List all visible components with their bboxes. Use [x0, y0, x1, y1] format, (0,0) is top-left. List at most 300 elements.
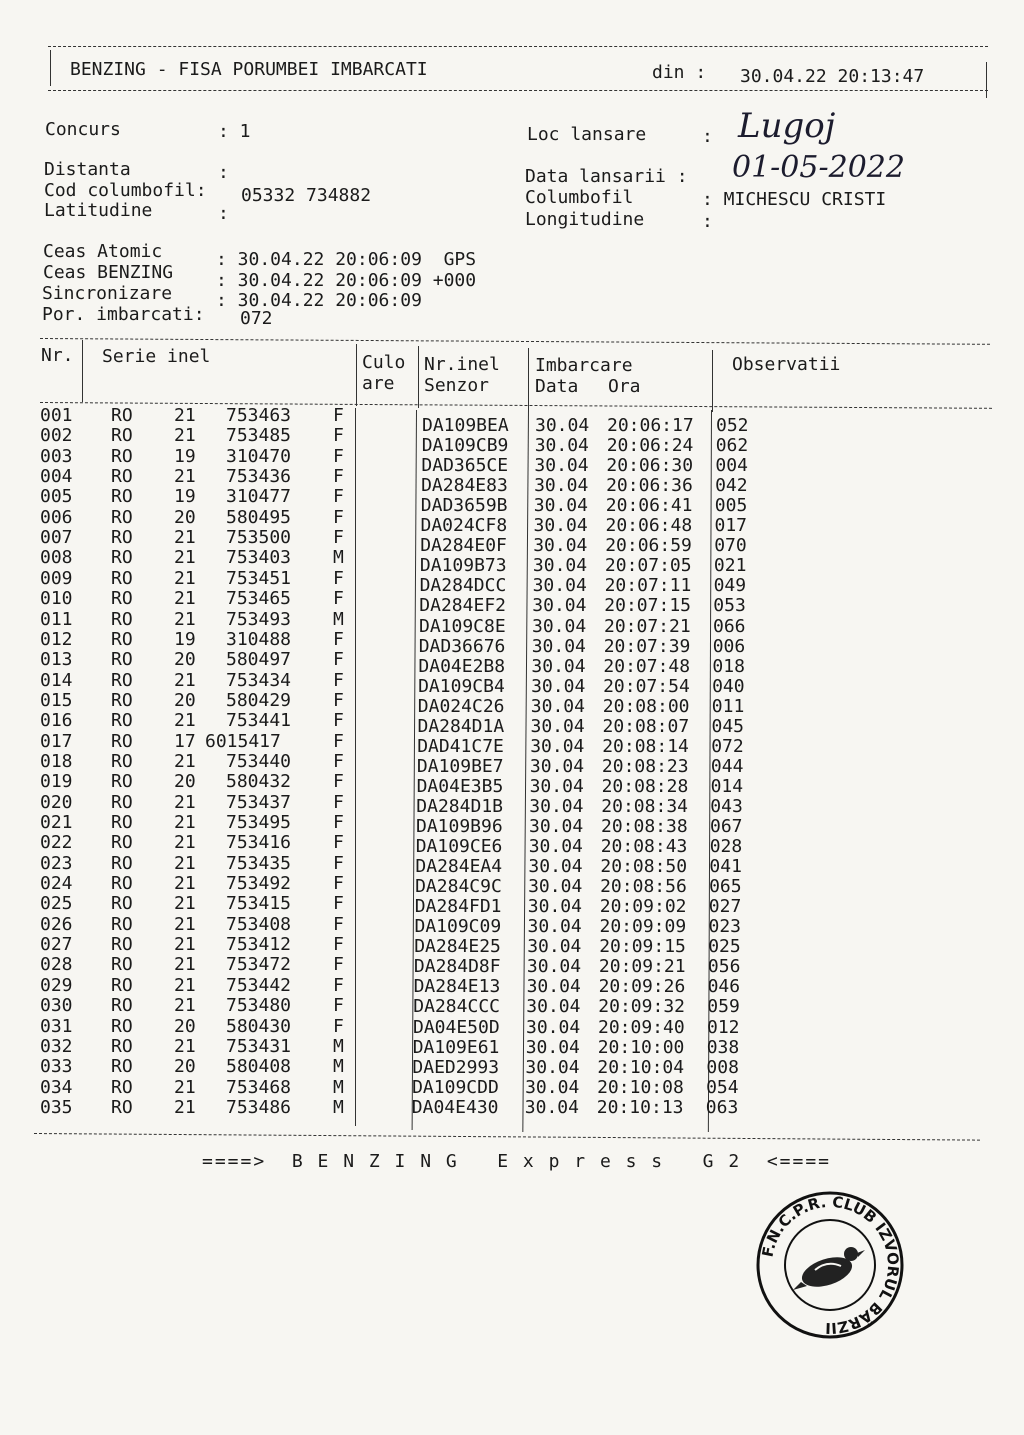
table-row	[0, 954, 1024, 978]
row-time: 20:09:32	[598, 996, 685, 1018]
row-sex: F	[333, 405, 344, 426]
table-row	[0, 710, 1024, 737]
row-year: 21	[174, 832, 196, 854]
table-row	[0, 547, 1024, 577]
row-nr: 019	[40, 771, 73, 793]
row-sex: F	[333, 710, 344, 732]
row-country: RO	[111, 934, 133, 956]
table-row	[0, 750, 1024, 777]
row-sensor-id: DAD365CE	[421, 455, 509, 477]
row-sensor-id: DA109CB9	[421, 435, 509, 457]
row-date: 30.04	[531, 675, 586, 697]
row-sensor-id: DA04E3B5	[416, 775, 504, 797]
row-country: RO	[111, 974, 133, 996]
row-time: 20:10:08	[597, 1076, 684, 1098]
row-nr: 023	[40, 852, 73, 874]
columbofil-value: : MICHESCU CRISTI	[702, 189, 887, 210]
row-nr: 003	[40, 445, 73, 467]
row-country: RO	[111, 771, 133, 793]
row-ring-number: 753440	[226, 750, 292, 772]
row-date: 30.04	[526, 956, 582, 978]
row-time: 20:08:38	[601, 816, 688, 837]
row-date: 30.04	[535, 415, 590, 436]
table-row	[0, 628, 1024, 657]
row-sex: M	[333, 608, 344, 630]
row-observation: 023	[708, 916, 742, 938]
row-country: RO	[111, 628, 133, 650]
row-year: 21	[174, 913, 196, 935]
table-row	[0, 588, 1024, 617]
row-time: 20:08:34	[601, 795, 688, 817]
row-ring-number: 753480	[226, 995, 292, 1017]
col-header-imbarcare: Imbarcare	[535, 355, 633, 376]
row-sex: F	[333, 934, 344, 956]
row-sensor-id: DA109CE6	[415, 836, 503, 858]
row-year: 20	[174, 771, 196, 793]
data-lansarii-label: Data lansarii :	[525, 166, 688, 187]
row-date: 30.04	[532, 595, 587, 617]
row-year: 21	[174, 669, 196, 691]
row-observation: 065	[709, 876, 742, 898]
header-left-edge	[50, 50, 51, 86]
row-sensor-id: DA109C8E	[419, 615, 506, 637]
row-observation: 012	[707, 1016, 740, 1038]
row-ring-number: 310470	[226, 445, 292, 467]
pigeon-icon	[793, 1247, 865, 1292]
row-sensor-id: DAD36676	[418, 635, 506, 657]
sincronizare-value: : 30.04.22 20:06:09	[216, 290, 422, 311]
row-country: RO	[111, 1076, 133, 1098]
row-time: 20:07:48	[603, 655, 691, 677]
row-nr: 029	[40, 974, 73, 996]
row-sensor-id: DA284E25	[414, 936, 501, 958]
row-date: 30.04	[532, 575, 587, 597]
row-nr: 013	[40, 649, 73, 671]
row-country: RO	[111, 995, 133, 1017]
row-year: 21	[174, 934, 196, 956]
row-sensor-id: DAED2993	[412, 1056, 500, 1078]
row-time: 20:08:23	[601, 755, 689, 777]
row-ring-number: 753500	[226, 527, 292, 549]
row-observation: 017	[714, 515, 748, 537]
concurs-label: Concurs	[45, 119, 121, 140]
row-time: 20:08:00	[602, 695, 690, 717]
row-date: 30.04	[529, 775, 584, 797]
table-row	[0, 791, 1024, 817]
row-year: 21	[174, 588, 196, 610]
row-sensor-id: DA284C9C	[415, 876, 502, 898]
row-nr: 016	[40, 710, 73, 732]
row-time: 20:06:17	[607, 415, 694, 436]
table-row	[0, 852, 1024, 878]
row-observation: 025	[708, 936, 741, 958]
row-time: 20:06:30	[606, 455, 694, 477]
table-row	[0, 1037, 1024, 1057]
row-sex: F	[333, 425, 344, 447]
table-row	[0, 1098, 1024, 1118]
row-ring-number: 753416	[226, 832, 292, 854]
row-country: RO	[111, 832, 133, 854]
row-date: 30.04	[527, 896, 582, 918]
row-time: 20:07:11	[604, 575, 692, 597]
row-country: RO	[111, 588, 133, 610]
row-nr: 020	[40, 791, 73, 813]
row-time: 20:08:28	[601, 775, 689, 797]
por-imbarcati-value: 072	[240, 308, 273, 329]
row-country: RO	[111, 466, 133, 488]
row-sensor-id: DA284E13	[413, 976, 501, 998]
row-time: 20:07:39	[603, 635, 691, 657]
row-ring-number: 753412	[226, 934, 292, 956]
row-observation: 044	[710, 755, 744, 777]
distanta-sep: :	[218, 162, 229, 183]
row-sex: M	[333, 1056, 344, 1078]
row-year: 20	[174, 689, 196, 711]
row-nr: 035	[40, 1096, 73, 1118]
row-sensor-id: DA109CDD	[412, 1076, 499, 1098]
row-nr: 027	[40, 934, 73, 956]
date-label: din :	[652, 62, 707, 83]
row-ring-number: 753472	[226, 954, 292, 976]
cod-columbofil-label: Cod columbofil:	[44, 180, 207, 201]
ceas-benzing-label: Ceas BENZING	[43, 262, 174, 283]
row-date: 30.04	[528, 836, 583, 858]
row-nr: 025	[40, 893, 73, 915]
row-sensor-id: DA284FD1	[414, 896, 502, 918]
page-title: BENZING - FISA PORUMBEI IMBARCATI	[70, 59, 428, 80]
row-country: RO	[111, 527, 133, 549]
row-sensor-id: DA284EF2	[419, 595, 506, 617]
table-row	[0, 893, 1024, 918]
footer-banner: ====> B E N Z I N G E x p r e s s G 2 <====	[202, 1151, 832, 1172]
row-time: 20:06:24	[606, 435, 694, 457]
row-country: RO	[111, 954, 133, 976]
row-nr: 031	[40, 1015, 73, 1037]
row-year: 21	[174, 995, 196, 1017]
row-observation: 021	[713, 555, 747, 577]
longitudine-label: Longitudine	[525, 209, 645, 230]
row-year: 20	[174, 1056, 196, 1078]
row-ring-number: 753434	[226, 669, 292, 691]
distanta-label: Distanta	[44, 159, 131, 180]
table-row	[0, 1057, 1024, 1077]
row-sex: F	[333, 649, 344, 671]
row-sex: F	[333, 832, 344, 854]
row-ring-number: 753492	[226, 873, 292, 895]
sincronizare-label: Sincronizare	[42, 283, 173, 304]
row-ring-number: 580429	[226, 689, 292, 711]
row-observation: 066	[713, 615, 746, 637]
row-nr: 024	[40, 873, 73, 895]
row-time: 20:07:54	[603, 675, 690, 697]
row-time: 20:07:15	[604, 595, 691, 617]
col-header-observatii: Observatii	[732, 354, 841, 375]
row-year: 21	[174, 547, 196, 569]
col-header-culoare-2: are	[362, 373, 395, 394]
row-nr: 021	[40, 812, 73, 833]
row-observation: 027	[708, 896, 742, 918]
row-ring-number: 753431	[226, 1035, 292, 1057]
row-country: RO	[111, 812, 133, 833]
row-date: 30.04	[530, 695, 585, 717]
row-country: RO	[111, 689, 133, 711]
row-year: 19	[174, 486, 196, 508]
row-year: 21	[174, 954, 196, 976]
longitudine-sep: :	[702, 211, 713, 232]
table-row	[0, 1078, 1024, 1098]
row-sex: F	[333, 995, 344, 1017]
table-top-rule	[40, 338, 990, 345]
columbofil-label: Columbofil	[525, 187, 634, 208]
row-country: RO	[111, 893, 133, 915]
row-nr: 028	[40, 954, 73, 976]
row-country: RO	[111, 1035, 133, 1057]
row-year: 21	[174, 425, 196, 447]
row-sex: F	[333, 669, 344, 691]
row-observation: 028	[709, 836, 743, 858]
header-bottom-rule	[48, 90, 988, 91]
row-date: 30.04	[533, 495, 588, 517]
row-ring-number: 753465	[226, 588, 292, 610]
row-observation: 049	[713, 575, 747, 597]
row-time: 20:08:43	[600, 836, 688, 858]
row-year: 21	[174, 750, 196, 772]
row-observation: 014	[710, 775, 744, 797]
row-sensor-id: DAD41C7E	[417, 735, 504, 757]
row-time: 20:09:09	[599, 916, 687, 938]
row-sex: F	[333, 771, 344, 793]
row-year: 21	[174, 527, 196, 549]
row-sex: F	[333, 689, 344, 711]
row-year: 21	[174, 710, 196, 732]
row-observation: 005	[714, 495, 748, 517]
row-sex: F	[333, 974, 344, 996]
row-observation: 062	[715, 435, 749, 457]
row-observation: 006	[712, 635, 746, 657]
row-date: 30.04	[532, 555, 588, 577]
col-header-ora: Ora	[608, 376, 641, 397]
row-time: 20:06:59	[605, 535, 692, 557]
row-ring-number: 753451	[226, 567, 292, 589]
print-datetime: 30.04.22 20:13:47	[740, 66, 925, 87]
table-row	[0, 669, 1024, 697]
row-sex: F	[333, 812, 344, 833]
row-sex: F	[333, 486, 344, 508]
row-sensor-id: DA109CB4	[418, 675, 505, 697]
row-ring-number: 753486	[226, 1096, 292, 1118]
row-sex: F	[333, 527, 344, 549]
table-row	[0, 873, 1024, 898]
row-date: 30.04	[533, 535, 588, 557]
row-ring-number: 753463	[226, 405, 292, 426]
col-header-serie: Serie inel	[102, 346, 211, 367]
loc-lansare-sep: :	[702, 126, 713, 147]
row-sensor-id: DAD3659B	[420, 495, 508, 517]
row-sex: F	[333, 628, 344, 650]
row-date: 30.04	[527, 916, 582, 938]
row-country: RO	[111, 1015, 133, 1037]
col-divider-serie	[356, 344, 357, 406]
table-row	[0, 976, 1024, 996]
table-row	[0, 771, 1024, 797]
table-row	[0, 649, 1024, 677]
row-sex: F	[333, 567, 344, 589]
row-year: 21	[174, 405, 196, 426]
row-sex: M	[333, 1035, 344, 1057]
table-row	[0, 832, 1024, 858]
row-observation: 054	[706, 1076, 739, 1098]
row-date: 30.04	[529, 816, 584, 837]
row-observation: 045	[711, 715, 745, 737]
col-header-data: Data	[535, 376, 579, 397]
row-country: RO	[111, 730, 133, 752]
row-time: 20:10:04	[597, 1056, 685, 1078]
row-time: 20:10:00	[597, 1036, 685, 1058]
row-sensor-id: DA109B96	[416, 816, 503, 837]
row-year: 21	[174, 893, 196, 915]
row-observation: 072	[711, 735, 744, 757]
row-ring-number: 753493	[226, 608, 292, 630]
row-date: 30.04	[532, 615, 587, 637]
row-sex: F	[333, 466, 344, 488]
data-lansarii-handwritten: 01-05-2022	[732, 150, 905, 185]
row-country: RO	[111, 669, 133, 691]
row-ring-number: 753436	[226, 466, 292, 488]
row-year: 21	[174, 873, 196, 895]
row-date: 30.04	[529, 795, 584, 817]
row-observation: 008	[706, 1056, 739, 1078]
row-observation: 067	[710, 816, 743, 837]
table-row	[0, 996, 1024, 1016]
row-year: 21	[174, 1076, 196, 1098]
row-sensor-id: DA04E430	[411, 1096, 499, 1118]
row-observation: 041	[709, 856, 742, 878]
row-country: RO	[111, 608, 133, 630]
col-divider-nr	[82, 340, 83, 402]
col-header-nrinel-1: Nr.inel	[424, 354, 500, 375]
row-date: 30.04	[534, 435, 589, 457]
row-observation: 011	[711, 695, 745, 717]
row-date: 30.04	[525, 1036, 580, 1058]
row-date: 30.04	[530, 715, 585, 737]
table-row	[0, 527, 1024, 557]
row-country: RO	[111, 567, 133, 589]
row-sensor-id: DA04E2B8	[418, 655, 506, 677]
row-year: 19	[174, 628, 196, 650]
row-sex: M	[333, 1096, 344, 1118]
row-observation: 063	[705, 1096, 739, 1118]
row-year: 21	[174, 608, 196, 630]
row-nr: 026	[40, 913, 73, 935]
row-date: 30.04	[525, 1056, 580, 1078]
row-year: 20	[174, 649, 196, 671]
row-ring-number: 753437	[226, 791, 292, 813]
row-sensor-id: DA284EA4	[415, 856, 503, 878]
row-ring-number: 580430	[226, 1015, 292, 1037]
row-ring-number: 753495	[226, 812, 292, 833]
col-divider-imbarcare	[712, 350, 713, 412]
row-date: 30.04	[534, 455, 589, 477]
row-sensor-id: DA04E50D	[413, 1016, 500, 1038]
row-time: 20:06:48	[605, 515, 693, 537]
row-observation: 043	[710, 795, 743, 817]
row-ring-number: 753415	[226, 893, 292, 915]
row-observation: 052	[716, 415, 749, 436]
row-time: 20:07:05	[604, 555, 692, 577]
row-nr: 033	[40, 1056, 73, 1078]
header-top-rule	[48, 46, 988, 47]
row-sex: F	[333, 1015, 344, 1037]
row-nr: 018	[40, 750, 73, 772]
col-divider-senzor	[528, 348, 529, 410]
row-sensor-id: DA109E61	[412, 1036, 500, 1058]
table-row	[0, 730, 1024, 757]
row-country: RO	[111, 486, 133, 508]
row-ring-number: 580495	[226, 506, 292, 528]
row-sensor-id: DA284D8F	[413, 956, 501, 978]
row-nr: 001	[40, 405, 73, 426]
row-nr: 009	[40, 567, 73, 589]
row-year: 21	[174, 974, 196, 996]
row-sex: F	[333, 445, 344, 467]
row-sensor-id: DA284D1A	[417, 715, 505, 737]
row-date: 30.04	[531, 655, 586, 677]
row-sex: F	[333, 913, 344, 935]
row-observation: 059	[707, 996, 740, 1018]
row-observation: 038	[706, 1036, 740, 1058]
row-sensor-id: DA109C09	[414, 916, 502, 938]
row-year: 17	[174, 730, 196, 752]
row-year: 21	[174, 791, 196, 813]
row-sex: F	[333, 730, 344, 752]
table-row	[0, 812, 1024, 837]
table-row	[0, 1017, 1024, 1037]
row-sex: F	[333, 873, 344, 895]
row-ring-number: 753403	[226, 547, 292, 569]
row-ring-number: 580432	[226, 771, 292, 793]
row-nr: 006	[40, 506, 73, 528]
table-row	[0, 689, 1024, 717]
row-year: 20	[174, 1015, 196, 1037]
row-ring-number: 310477	[226, 486, 292, 508]
row-date: 30.04	[524, 1096, 579, 1118]
row-nr: 007	[40, 527, 73, 549]
concurs-value: : 1	[218, 121, 251, 142]
row-year: 19	[174, 445, 196, 467]
row-time: 20:06:41	[605, 495, 693, 517]
latitudine-label: Latitudine	[44, 200, 153, 221]
row-year: 21	[174, 466, 196, 488]
row-nr: 032	[40, 1035, 73, 1057]
row-time: 20:06:36	[606, 475, 693, 497]
header-right-edge	[986, 62, 987, 98]
row-nr: 010	[40, 588, 73, 610]
row-ring-number: 753468	[226, 1076, 292, 1098]
row-time: 20:09:40	[598, 1016, 685, 1038]
row-country: RO	[111, 405, 133, 426]
row-sensor-id: DA024C26	[417, 695, 505, 717]
row-nr: 015	[40, 689, 73, 711]
row-time: 20:09:21	[598, 956, 686, 978]
table-row	[0, 913, 1024, 938]
row-sensor-id: DA284CCC	[413, 996, 500, 1018]
row-observation: 070	[714, 535, 747, 557]
row-sex: F	[333, 893, 344, 915]
loc-lansare-handwritten: Lugoj	[738, 106, 836, 146]
row-ring-number: 310488	[226, 628, 292, 650]
row-date: 30.04	[528, 856, 583, 878]
row-nr: 017	[40, 730, 73, 752]
